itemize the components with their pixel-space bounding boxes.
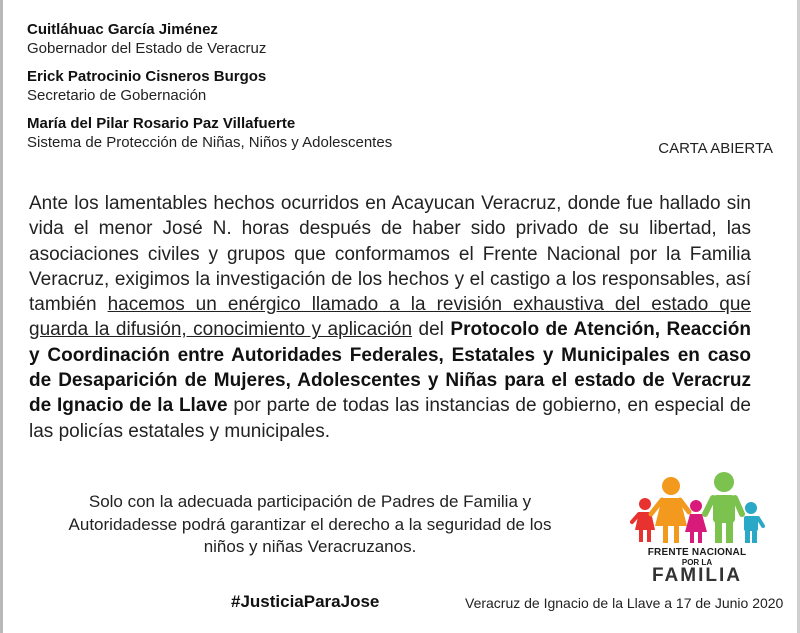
child-figure-icon [685, 500, 707, 543]
closing-line: niños y niñas Veracruzanos. [203, 537, 417, 556]
letter-title: CARTA ABIERTA [658, 140, 773, 157]
hashtag: #JusticiaParaJose [231, 592, 380, 611]
protocol-name: Protocolo de Atención, Reacción y Coordinación entre Autoridades Federales, Estatales y Municipales en caso de Desaparición de Mujeres, Adolescentes y Niñas para el estado de Veracruz de Ignacio de la Llave [29, 319, 751, 417]
mother-figure-icon [651, 477, 689, 543]
logo-text-line3: FAMILIA [652, 565, 742, 586]
closing-line: Solo con la adecuada participación de Padres de Familia y [88, 492, 532, 511]
logo-text-line2: POR LA [681, 558, 713, 567]
addressee-name: María del Pilar Rosario Paz Villafuerte [27, 115, 296, 132]
boy-figure-icon [744, 502, 763, 543]
family-figures-icon [629, 470, 765, 545]
place-and-date: Veracruz de Ignacio de la Llave a 17 de Junio 2020 [465, 595, 784, 611]
addressee-governor [27, 20, 447, 58]
addressee-list [27, 20, 447, 161]
addressee-protection-system [27, 114, 447, 152]
addressee-name: Cuitláhuac García Jiménez [27, 21, 218, 38]
body-text-underlined: hacemos un enérgico llamado a la revisión exhaustiva del estado que guarda la difusión, conocimiento y aplicación [29, 294, 751, 341]
closing-line: Autoridadesse podrá garantizar el derecho a la seguridad de los [68, 514, 552, 534]
body-text-outro: por parte de todas las instancias de gobierno, en especial de las policías estatales y municipales. [29, 395, 751, 442]
addressee-role: Secretario de Gobernación [27, 87, 207, 104]
letter-body [29, 191, 751, 444]
logo-text-line1: FRENTE NACIONAL [647, 547, 747, 558]
body-text-connector: del [412, 319, 451, 341]
frente-nacional-familia-logo [629, 470, 765, 586]
father-figure-icon [705, 472, 742, 543]
addressee-role: Gobernador del Estado de Veracruz [27, 40, 267, 57]
addressee-secretary [27, 67, 447, 105]
body-text-intro: Ante los lamentables hechos ocurridos en Acayucan Veracruz, donde fue hallado sin vida el menor José N. horas después de haber sido privado de su libertad, las asociaciones civiles y grupos que conformamos el Frente Nacional por la Familia Veracruz, exigimos la investigación de los hechos y el castigo a los responsables, así también [29, 193, 751, 316]
closing-statement [25, 491, 595, 559]
addressee-name: Erick Patrocinio Cisneros Burgos [27, 68, 267, 85]
addressee-role: Sistema de Protección de Niñas, Niños y Adolescentes [27, 134, 393, 151]
girl-figure-icon [632, 498, 655, 542]
